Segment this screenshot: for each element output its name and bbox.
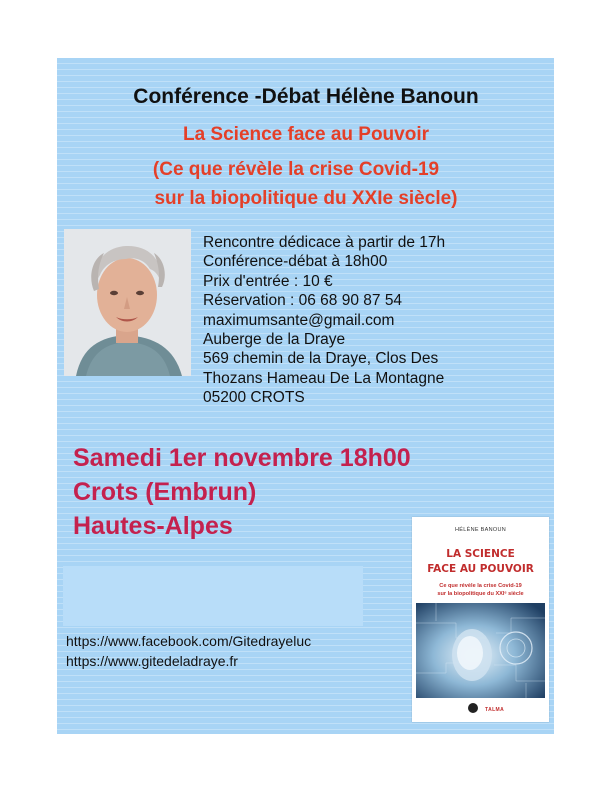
event-place: Crots (Embrun) (73, 478, 257, 506)
event-date-location (73, 441, 411, 543)
facebook-link[interactable]: https://www.facebook.com/Gitedrayeluc (66, 633, 312, 649)
book-cover (412, 517, 549, 722)
conference-title: Conférence -Débat Hélène Banoun (133, 85, 479, 108)
detail-postcode-city: 05200 CROTS (203, 389, 305, 407)
web-links (66, 632, 311, 671)
detail-venue: Auberge de la Draye (203, 331, 346, 349)
book-title-line1: LA SCIENCE (446, 548, 515, 560)
book-subtitle-line1: Ce que révèle la crise Covid-19 (439, 583, 522, 589)
website-link[interactable]: https://www.gitedeladraye.fr (66, 652, 238, 669)
publisher-name: TALMA (485, 707, 505, 713)
detail-address-line2: Thozans Hameau De La Montagne (203, 369, 445, 387)
book-subtitle-line2: sur la biopolitique du XXIᵉ siècle (437, 591, 524, 597)
book-cover-artwork (416, 603, 545, 698)
detail-signing: Rencontre dédicace à partir de 17h (203, 234, 446, 251)
detail-email[interactable]: maximumsante@gmail.com (203, 311, 395, 329)
detail-reservation-phone: Réservation : 06 68 90 87 54 (203, 292, 403, 310)
publisher-emblem-icon (468, 703, 478, 713)
event-date: Samedi 1er novembre 18h00 (73, 444, 411, 472)
book-footer (412, 701, 549, 721)
highlight-box (63, 566, 363, 626)
lecture-subtitle-line1: (Ce que révèle la crise Covid-19 (152, 159, 440, 180)
detail-price: Prix d'entrée : 10 € (203, 272, 333, 290)
book-author: HÉLÈNE BANOUN (455, 527, 506, 533)
detail-address-line1: 569 chemin de la Draye, Clos Des (203, 350, 439, 368)
detail-debate-time: Conférence-débat à 18h00 (203, 253, 388, 271)
lecture-subtitle-line2: sur la biopolitique du XXIe siècle) (154, 188, 458, 209)
event-details (203, 233, 445, 408)
book-title-line2: FACE AU POUVOIR (427, 563, 534, 575)
speaker-portrait (64, 229, 191, 376)
event-region: Hautes-Alpes (73, 512, 233, 540)
lecture-title: La Science face au Pouvoir (182, 124, 430, 145)
